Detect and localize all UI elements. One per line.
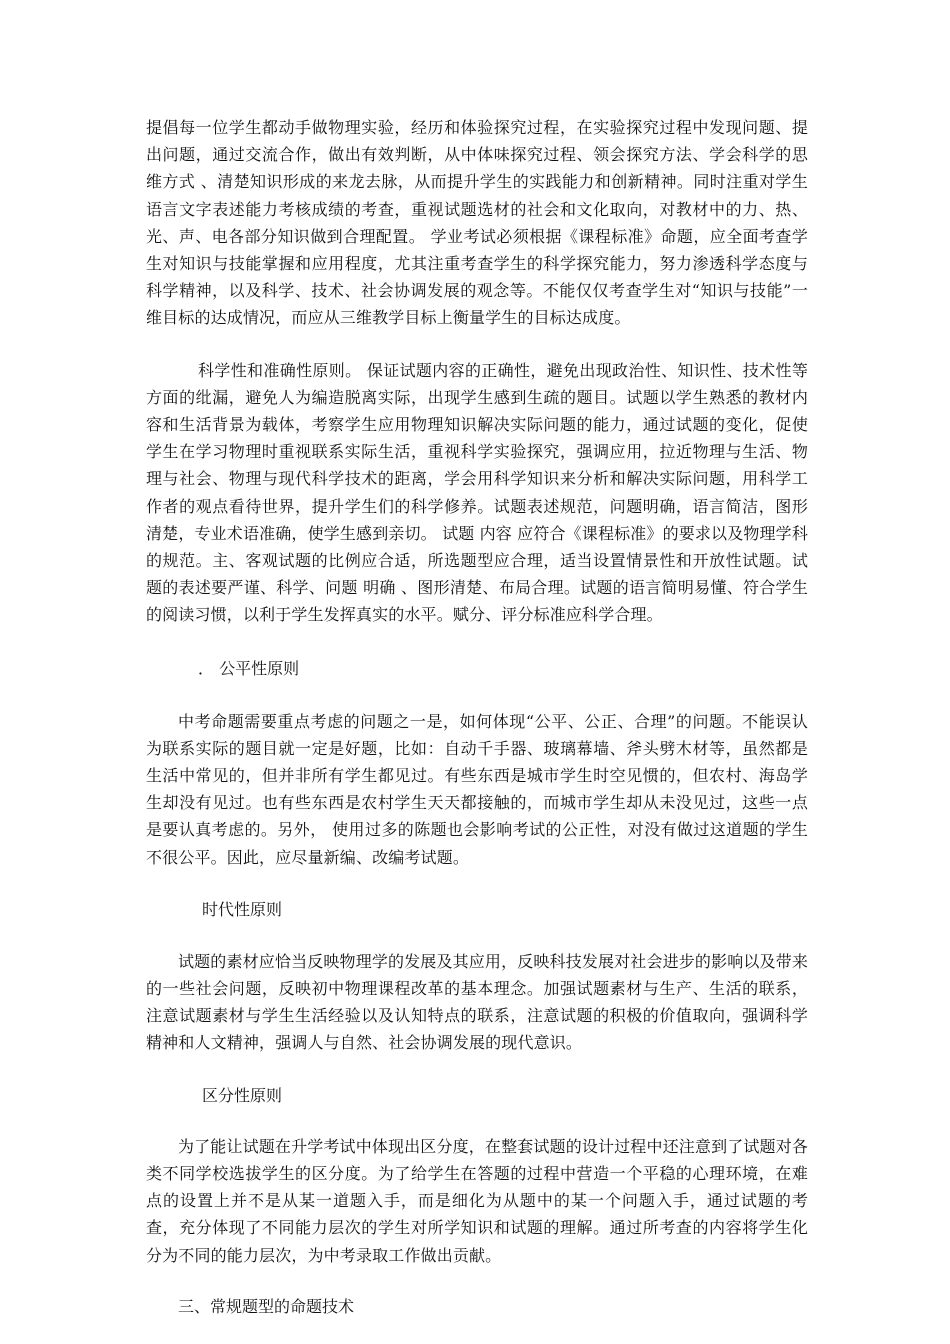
paragraph-fairness: 中考命题需要重点考虑的问题之一是，如何体现“公平、公正、合理”的问题。不能误认为联系实际的题目就一定是好题，比如：自动千手器、玻璃幕墙、斧头劈木材等，虽然都是生活中常见的，但并非所有学生都见过。有些东西是城市学生时空见惯的，但农村、海岛学生却没有见过。也有些东西是农村学生天天都接触的，而城市学生却从未没见过，这些一点是要认真考虑的。另外， 使用过多的陈题也会影响考试的公正性，对没有做过这道题的学生不很公平。因此，应尽量新编、改编考试题。	[146, 711, 808, 867]
paragraph-discrimination: 为了能让试题在升学考试中体现出区分度，在整套试题的设计过程中还注意到了试题对各类不同学校选拔学生的区分度。为了给学生在答题的过程中营造一个平稳的心理环境，在难点的设置上并不是从某一道题入手，而是细化为从题中的某一个问题入手，通过试题的考查，充分体现了不同能力层次的学生对所学知识和试题的理解。通过所考查的内容将学生化分为不同的能力层次，为中考录取工作做出贡献。	[146, 1136, 808, 1265]
heading-fairness-principle: ． 公平性原则	[198, 658, 300, 678]
heading-discrimination-principle: 区分性原则	[202, 1085, 283, 1105]
paragraph-timeliness: 试题的素材应恰当反映物理学的发展及其应用，反映科技发展对社会进步的影响以及带来的一些社会问题，反映初中物理课程改革的基本理念。加强试题素材与生产、生活的联系，注意试题素材与学生生活经验以及认知特点的联系，注意试题的积极的价值取向，强调科学精神和人文精神，强调人与自然、社会协调发展的现代意识。	[146, 951, 808, 1053]
heading-timeliness-principle: 时代性原则	[202, 899, 283, 919]
paragraph-experiment-inquiry: 提倡每一位学生都动手做物理实验，经历和体验探究过程，在实验探究过程中发现问题、提出问题，通过交流合作，做出有效判断，从中体味探究过程、领会探究方法、学会科学的思维方式 、清楚知识形成的来龙去脉，从而提升学生的实践能力和创新精神。同时注重对学生语言文字表述能力考核成绩的考查，重视试题选材的社会和文化取向，对教材中的力、热、光、声、电各部分知识做到合理配置。 学业考试必须根据《课程标准》命题，应全面考查学生对知识与技能掌握和应用程度，尤其注重考查学生的科学探究能力，努力渗透科学态度与科学精神，以及科学、技术、社会协调发展的观念等。不能仅仅考查学生对“知识与技能”一维目标的达成情况，而应从三维教学目标上衡量学生的目标达成度。	[146, 118, 808, 328]
heading-conventional-question-types: 三、常规题型的命题技术	[178, 1296, 355, 1316]
document-page	[146, 114, 808, 1320]
paragraph-scientific-accuracy: 科学性和准确性原则。 保证试题内容的正确性，避免出现政治性、知识性、技术性等方面的纰漏，避免人为编造脱离实际，出现学生感到生疏的题目。试题以学生熟悉的教材内容和生活背景为载体，考察学生应用物理知识解决实际问题的能力，通过试题的变化，促使学生在学习物理时重视联系实际生活，重视科学实验探究，强调应用，拉近物理与生活、物理与社会、物理与现代科学技术的距离，学会用科学知识来分析和解决实际问题，用科学工作者的观点看待世界，提升学生们的科学修养。试题表述规范，问题明确，语言简洁，图形清楚，专业术语准确，使学生感到亲切。 试题 内容 应符合《课程标准》的要求以及物理学科的规范。主、客观试题的比例应合适，所选题型应合理，适当设置情景性和开放性试题。试题的表述要严谨、科学、问题 明确 、图形清楚、布局合理。试题的语言简明易懂、符合学生的阅读习惯，以利于学生发挥真实的水平。赋分、评分标准应科学合理。	[146, 360, 808, 625]
